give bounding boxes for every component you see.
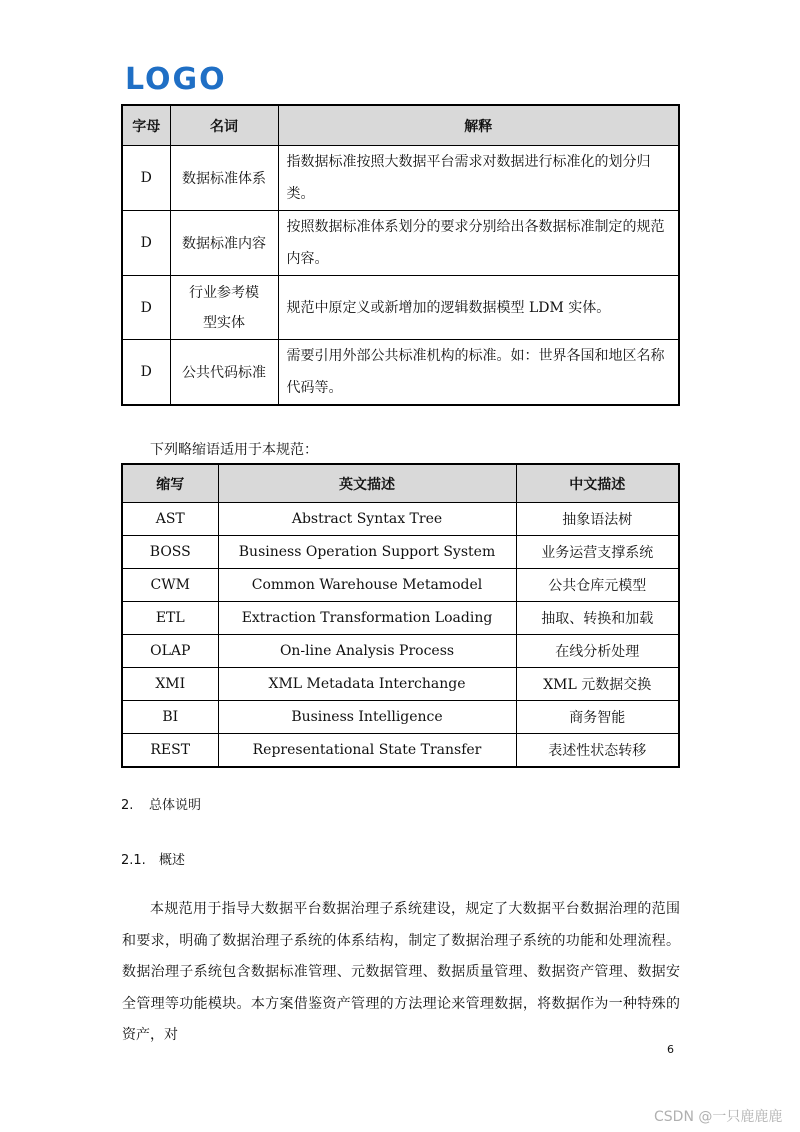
header-english: 英文描述: [218, 464, 516, 503]
subsection-title: 概述: [159, 853, 186, 868]
abbr-english: On-line Analysis Process: [218, 635, 516, 668]
page-number: 6: [667, 1043, 674, 1056]
abbr-code: XMI: [122, 668, 218, 701]
abbr-code: BOSS: [122, 536, 218, 569]
subsection-heading: [121, 849, 185, 868]
abbr-code: AST: [122, 503, 218, 536]
term-letter: D: [122, 276, 170, 340]
term-definition: 需要引用外部公共标准机构的标准。如：世界各国和地区名称代码等。: [278, 340, 679, 406]
abbr-chinese: 公共仓库元模型: [516, 569, 679, 602]
table-row: [122, 146, 679, 211]
table-row: [122, 668, 679, 701]
term-definition: 按照数据标准体系划分的要求分别给出各数据标准制定的规范内容。: [278, 211, 679, 276]
abbreviation-table: [121, 463, 680, 768]
abbr-chinese: 商务智能: [516, 701, 679, 734]
section-heading: [121, 794, 201, 813]
term-definition: 规范中原定义或新增加的逻辑数据模型 LDM 实体。: [278, 276, 679, 340]
header-abbr: 缩写: [122, 464, 218, 503]
table-row: [122, 734, 679, 768]
header-term: 名词: [170, 105, 278, 146]
header-letter: 字母: [122, 105, 170, 146]
abbr-code: ETL: [122, 602, 218, 635]
abbr-english: XML Metadata Interchange: [218, 668, 516, 701]
abbr-code: CWM: [122, 569, 218, 602]
watermark: CSDN @一只鹿鹿鹿: [654, 1109, 783, 1125]
table-row: [122, 340, 679, 406]
abbr-chinese: 在线分析处理: [516, 635, 679, 668]
table-row: [122, 635, 679, 668]
abbr-code: OLAP: [122, 635, 218, 668]
terms-header-row: [122, 105, 679, 146]
term-name: 行业参考模型实体: [170, 276, 278, 340]
terms-table: [121, 104, 680, 406]
term-letter: D: [122, 340, 170, 406]
section-number: 2.: [121, 798, 134, 813]
abbr-chinese: XML 元数据交换: [516, 668, 679, 701]
subsection-number: 2.1.: [121, 853, 146, 868]
table-row: [122, 211, 679, 276]
table-row: [122, 276, 679, 340]
abbr-code: REST: [122, 734, 218, 768]
abbr-chinese: 表述性状态转移: [516, 734, 679, 768]
term-definition: 指数据标准按照大数据平台需求对数据进行标准化的划分归类。: [278, 146, 679, 211]
abbr-english: Abstract Syntax Tree: [218, 503, 516, 536]
header-definition: 解释: [278, 105, 679, 146]
abbr-code: BI: [122, 701, 218, 734]
abbr-english: Common Warehouse Metamodel: [218, 569, 516, 602]
table-row: [122, 503, 679, 536]
abbr-intro: 下列略缩语适用于本规范：: [150, 442, 318, 458]
abbr-header-row: [122, 464, 679, 503]
term-letter: D: [122, 146, 170, 211]
abbr-english: Business Intelligence: [218, 701, 516, 734]
abbr-chinese: 抽取、转换和加载: [516, 602, 679, 635]
term-letter: D: [122, 211, 170, 276]
abbr-english: Representational State Transfer: [218, 734, 516, 768]
table-row: [122, 536, 679, 569]
term-name: 数据标准内容: [170, 211, 278, 276]
table-row: [122, 569, 679, 602]
abbr-english: Business Operation Support System: [218, 536, 516, 569]
abbr-english: Extraction Transformation Loading: [218, 602, 516, 635]
section-title: 总体说明: [149, 798, 202, 813]
term-name: 数据标准体系: [170, 146, 278, 211]
table-row: [122, 602, 679, 635]
header-chinese: 中文描述: [516, 464, 679, 503]
company-logo: LOGO: [125, 62, 227, 97]
body-paragraph: 本规范用于指导大数据平台数据治理子系统建设，规定了大数据平台数据治理的范围和要求，明确了数据治理子系统的体系结构，制定了数据治理子系统的功能和处理流程。数据治理子系统包含数据标准管理、元数据管理、数据质量管理、数据资产管理、数据安全管理等功能模块。本方案借鉴资产管理的方法理论来管理数据，将数据作为一种特殊的资产，对: [122, 901, 680, 1043]
term-name: 公共代码标准: [170, 340, 278, 406]
abbr-chinese: 抽象语法树: [516, 503, 679, 536]
table-row: [122, 701, 679, 734]
abbr-chinese: 业务运营支撑系统: [516, 536, 679, 569]
